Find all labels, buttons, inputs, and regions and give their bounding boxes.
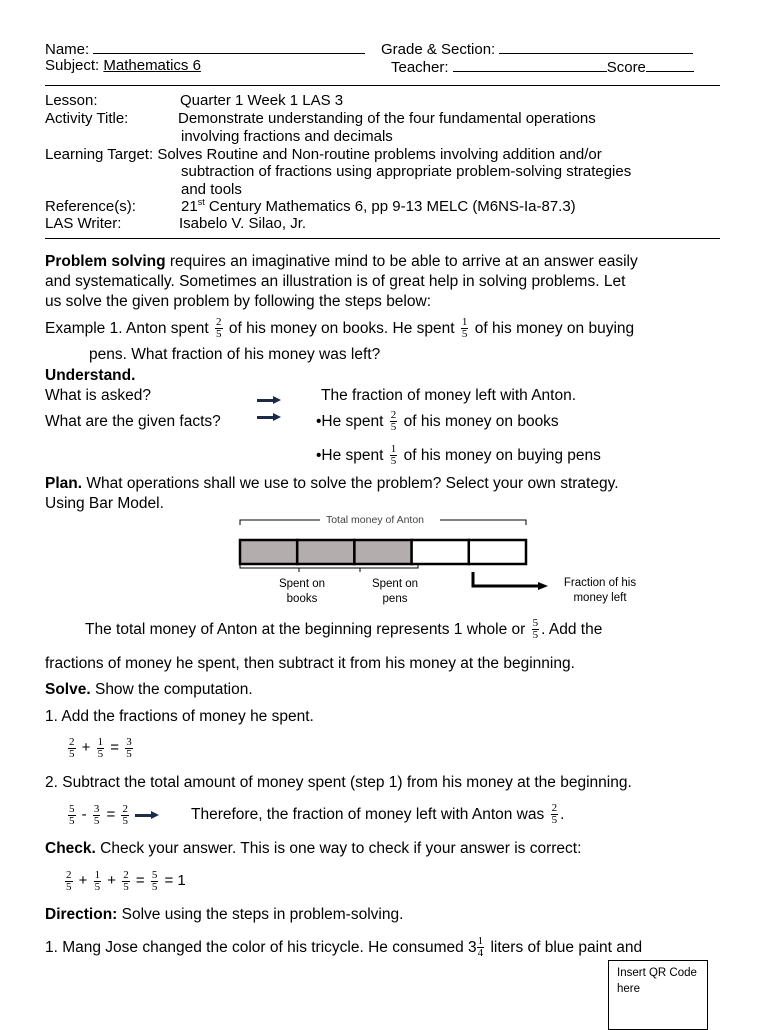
plan-line-1 bbox=[45, 475, 619, 493]
fraction-five-fifths: $\frac{5}{5}$ bbox=[532, 617, 539, 642]
problem-1-pre: 1. Mang Jose changed the color of his tricycle. He consumed 3 bbox=[45, 939, 477, 956]
total-pre: The total money of Anton at the beginning represents 1 whole or bbox=[85, 621, 526, 638]
writer-label: LAS Writer: bbox=[45, 215, 122, 232]
direction-text: Solve using the steps in problem-solving. bbox=[117, 906, 404, 923]
left-arrow-line bbox=[473, 572, 544, 586]
facts-question: What are the given facts? bbox=[45, 413, 221, 430]
fact-2 bbox=[316, 442, 601, 470]
understand-heading: Understand. bbox=[45, 367, 136, 384]
activity-line-2: involving fractions and decimals bbox=[181, 128, 393, 145]
example-part-3: of his money on buying bbox=[474, 320, 635, 337]
problem-1 bbox=[45, 934, 642, 962]
label-left-2: money left bbox=[573, 592, 627, 604]
fraction-two-fifths: $\frac{2}{5}$ bbox=[551, 802, 558, 827]
label-books-2: books bbox=[286, 593, 318, 605]
example-part-1: Example 1. Anton spent bbox=[45, 320, 209, 337]
plus-sign: + bbox=[107, 872, 117, 889]
solve-line bbox=[45, 681, 253, 699]
teacher-row bbox=[391, 57, 694, 77]
direction-line bbox=[45, 906, 403, 924]
arrow-right-icon bbox=[135, 811, 159, 820]
grade-label: Grade & Section: bbox=[381, 41, 496, 58]
solve-step-2: 2. Subtract the total amount of money spent (step 1) from his money at the beginning. bbox=[45, 774, 632, 791]
check-text: Check your answer. This is one way to check if your answer is correct: bbox=[95, 840, 582, 857]
subject-row bbox=[45, 57, 201, 75]
fraction-one-fourth: $\frac{1}{4}$ bbox=[477, 935, 484, 960]
activity-label: Activity Title: bbox=[45, 110, 129, 127]
target-label: Learning Target: bbox=[45, 146, 154, 163]
example-part-2: of his money on books. He spent bbox=[228, 320, 455, 337]
fraction-two-fifths: $\frac{2}{5}$ bbox=[123, 868, 129, 893]
fact-1-pre: •He spent bbox=[316, 413, 384, 430]
subject-value: Mathematics 6 bbox=[103, 57, 201, 74]
fraction-two-fifths: $\frac{2}{5}$ bbox=[390, 409, 397, 434]
qr-code-placeholder bbox=[608, 960, 708, 1030]
reference-pre: 21 bbox=[181, 198, 198, 215]
activity-line-1: Demonstrate understanding of the four fundamental operations bbox=[178, 110, 596, 127]
intro-line-3: us solve the given problem by following the steps below: bbox=[45, 293, 431, 310]
check-heading: Check. bbox=[45, 840, 96, 857]
subject-label: Subject: bbox=[45, 57, 100, 74]
label-left-1: Fraction of his bbox=[563, 577, 637, 589]
target-line-2: subtraction of fractions using appropriate problem-solving strategies bbox=[181, 163, 632, 180]
name-row bbox=[45, 39, 365, 59]
arrow-right-icon bbox=[257, 408, 281, 426]
header-divider bbox=[45, 85, 720, 86]
example-line-1 bbox=[45, 315, 634, 343]
arrow-right-icon bbox=[257, 391, 281, 409]
intro-line-1 bbox=[45, 253, 638, 271]
plan-text: What operations shall we use to solve the problem? Select your own strategy. bbox=[82, 475, 619, 492]
label-pens-2: pens bbox=[382, 593, 408, 605]
reference-value bbox=[181, 198, 576, 216]
arrow-right-icon bbox=[538, 582, 548, 590]
bar-segment bbox=[412, 540, 469, 564]
equals-sign: = bbox=[135, 872, 145, 889]
bar-segments bbox=[240, 540, 526, 564]
fraction-two-fifths: $\frac{2}{5}$ bbox=[66, 868, 72, 893]
therefore-post: . bbox=[560, 806, 565, 823]
plan-heading: Plan. bbox=[45, 475, 83, 492]
asked-question: What is asked? bbox=[45, 387, 151, 404]
example-line-2: pens. What fraction of his money was left? bbox=[89, 346, 381, 363]
solve-step-1: 1. Add the fractions of money he spent. bbox=[45, 708, 314, 725]
plus-sign: + bbox=[78, 872, 88, 889]
fraction-five-fifths: $\frac{5}{5}$ bbox=[151, 868, 158, 893]
name-label: Name: bbox=[45, 41, 90, 58]
fraction-one-fifth: $\frac{1}{5}$ bbox=[390, 443, 397, 468]
grade-field[interactable] bbox=[499, 39, 693, 54]
name-field[interactable] bbox=[93, 39, 365, 54]
score-field[interactable] bbox=[646, 57, 694, 72]
bar-segment bbox=[469, 540, 526, 564]
fact-2-pre: •He spent bbox=[316, 447, 384, 464]
reference-post: Century Mathematics 6, pp 9-13 MELC (M6NS-Ia-87.3) bbox=[204, 198, 576, 215]
bar-title: Total money of Anton bbox=[325, 514, 425, 526]
minus-sign: - bbox=[81, 806, 87, 823]
fraction-one-fifth: $\frac{1}{5}$ bbox=[94, 868, 101, 893]
reference-sup: st bbox=[197, 197, 205, 207]
fraction-two-fifths: $\frac{2}{5}$ bbox=[69, 735, 75, 760]
fact-1 bbox=[316, 408, 559, 436]
total-line-1 bbox=[85, 616, 602, 644]
plan-line-2: Using Bar Model. bbox=[45, 495, 164, 512]
reference-label: Reference(s): bbox=[45, 198, 136, 215]
equals-sign: = bbox=[106, 806, 116, 823]
fraction-two-fifths: $\frac{2}{5}$ bbox=[216, 316, 222, 341]
label-books-1: Spent on bbox=[278, 578, 326, 590]
fraction-five-fifths: $\frac{5}{5}$ bbox=[69, 802, 75, 827]
intro-line-2: and systematically. Sometimes an illustration is of great help in solving problems. Let bbox=[45, 273, 626, 290]
grade-row bbox=[381, 39, 693, 59]
solve-text: Show the computation. bbox=[90, 681, 253, 698]
fraction-two-fifths: $\frac{2}{5}$ bbox=[122, 802, 128, 827]
target-line-1: Solves Routine and Non-routine problems involving addition and/or bbox=[157, 146, 602, 163]
equals-sign: = bbox=[110, 739, 120, 756]
bar-segment bbox=[240, 540, 297, 564]
label-left bbox=[550, 576, 650, 606]
equation-add bbox=[66, 734, 135, 762]
writer-value: Isabelo V. Silao, Jr. bbox=[179, 215, 307, 232]
target-row bbox=[45, 146, 602, 164]
check-line bbox=[45, 840, 581, 858]
total-post: . Add the bbox=[541, 621, 603, 638]
label-pens-1: Spent on bbox=[371, 578, 419, 590]
teacher-field[interactable] bbox=[453, 57, 607, 72]
solve-heading: Solve. bbox=[45, 681, 91, 698]
teacher-label: Teacher: bbox=[391, 59, 449, 76]
fraction-one-fifth: $\frac{1}{5}$ bbox=[97, 735, 104, 760]
equation-check bbox=[63, 867, 186, 895]
qr-placeholder-text: Insert QR Code here bbox=[617, 967, 697, 995]
label-books bbox=[262, 577, 342, 607]
label-pens bbox=[355, 577, 435, 607]
therefore-pre: Therefore, the fraction of money left with Anton was bbox=[191, 806, 545, 823]
bar-segment bbox=[354, 540, 411, 564]
intro-text-1: requires an imaginative mind to be able to arrive at an answer easily bbox=[165, 253, 638, 270]
score-label: Score bbox=[606, 59, 646, 76]
lesson-divider bbox=[45, 238, 720, 239]
asked-answer: The fraction of money left with Anton. bbox=[321, 387, 577, 404]
fact-2-post: of his money on buying pens bbox=[403, 447, 601, 464]
fraction-three-fifths: $\frac{3}{5}$ bbox=[126, 735, 132, 760]
therefore-line bbox=[191, 801, 564, 829]
fact-1-post: of his money on books bbox=[403, 413, 559, 430]
fraction-one-fifth: $\frac{1}{5}$ bbox=[461, 316, 468, 341]
problem-1-post: liters of blue paint and bbox=[486, 939, 643, 956]
check-result: = 1 bbox=[164, 872, 186, 889]
total-line-2: fractions of money he spent, then subtract it from his money at the beginning. bbox=[45, 655, 575, 672]
equation-subtract bbox=[66, 801, 159, 829]
intro-bold: Problem solving bbox=[45, 253, 166, 270]
lesson-value: Quarter 1 Week 1 LAS 3 bbox=[180, 92, 344, 109]
plus-sign: + bbox=[81, 739, 91, 756]
target-line-3: and tools bbox=[181, 181, 242, 198]
bar-segment bbox=[297, 540, 354, 564]
direction-heading: Direction: bbox=[45, 906, 118, 923]
lesson-label: Lesson: bbox=[45, 92, 98, 109]
fraction-three-fifths: $\frac{3}{5}$ bbox=[93, 802, 100, 827]
